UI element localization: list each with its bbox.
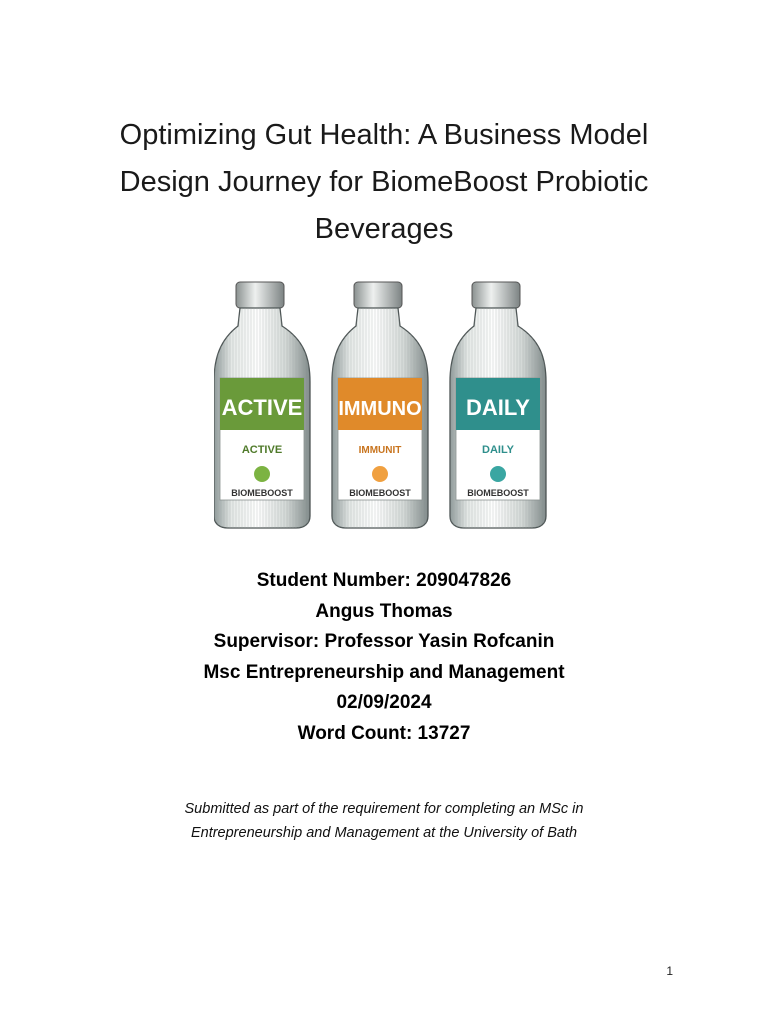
product-bottles-illustration — [214, 278, 554, 533]
title-line-1: Optimizing Gut Health: A Business Model — [119, 119, 649, 151]
bottle-immuno-sublabel: IMMUNIT — [358, 445, 402, 456]
student-name: Angus Thomas — [315, 600, 453, 622]
bottle-active — [214, 282, 310, 528]
title-line-2: Design Journey for BiomeBoost Probiotic — [119, 166, 649, 198]
bottle-daily-label: DAILY — [466, 395, 530, 420]
bottle-daily — [450, 282, 546, 528]
submission-note-line-1: Submitted as part of the requirement for completing an MSc in — [184, 801, 584, 817]
word-count: Word Count: 13727 — [297, 722, 471, 744]
program-name: Msc Entrepreneurship and Management — [203, 661, 565, 683]
bottle-active-sublabel: ACTIVE — [241, 444, 283, 456]
bottle-daily-brand: BIOMEBOOST — [467, 488, 529, 498]
submission-date: 02/09/2024 — [336, 692, 432, 713]
bottle-daily-sublabel: DAILY — [482, 444, 514, 456]
document-title — [60, 112, 708, 253]
student-number: Student Number: 209047826 — [256, 570, 512, 591]
submission-note-line-2: Entrepreneurship and Management at the University of Bath — [190, 825, 578, 841]
bottle-immuno-label: IMMUNO — [338, 398, 422, 420]
author-info-block — [84, 566, 684, 749]
bottle-immuno-brand: BIOMEBOOST — [349, 488, 411, 498]
bottle-active-brand: BIOMEBOOST — [231, 488, 293, 498]
submission-note — [84, 797, 684, 845]
supervisor: Supervisor: Professor Yasin Rofcanin — [213, 631, 555, 652]
bottle-immuno — [332, 282, 428, 528]
title-line-3: Beverages — [314, 213, 454, 245]
bottle-active-label: ACTIVE — [221, 395, 303, 420]
page-number: 1 — [666, 964, 673, 978]
